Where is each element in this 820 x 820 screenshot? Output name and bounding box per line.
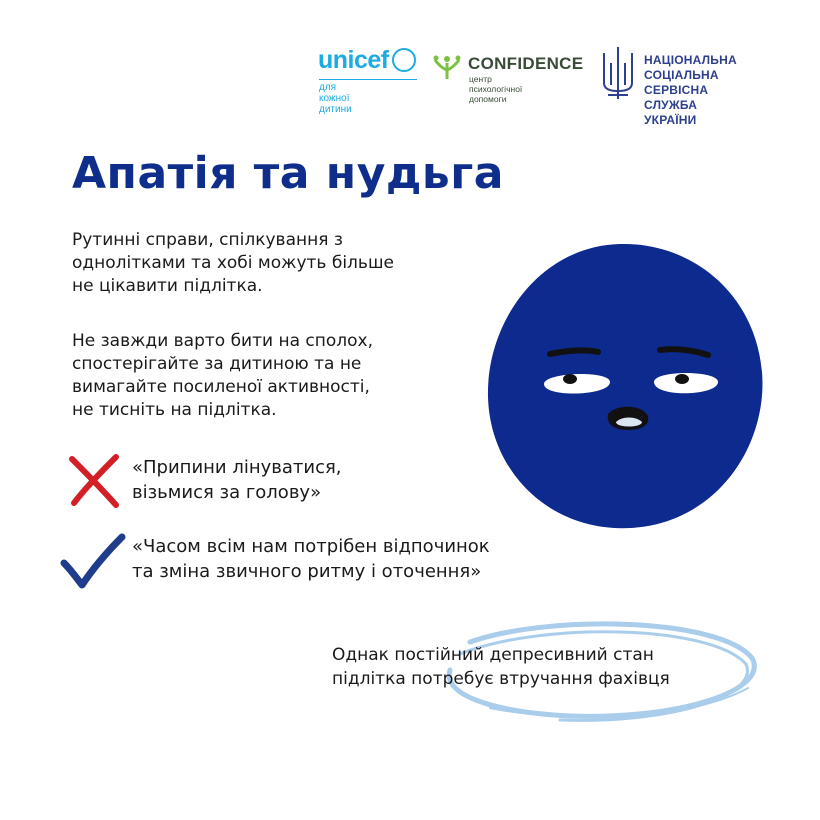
dont-say-quote — [132, 455, 342, 505]
nsss-trident-icon — [600, 45, 636, 101]
note-line: підлітка потребує втручання фахівця — [332, 669, 670, 689]
paragraph-line: однолітками та хобі можуть більше — [72, 253, 394, 273]
intro-paragraph — [72, 229, 472, 298]
paragraph-line: вимагайте посиленої активності, — [72, 377, 370, 397]
unicef-logo-text: unicef — [318, 46, 389, 74]
left-eyebrow — [550, 350, 598, 354]
paragraph-line: Не завжди варто бити на сполох, — [72, 331, 373, 351]
specialist-note — [332, 643, 670, 691]
confidence-logo-text: CONFIDENCE — [468, 54, 584, 73]
unicef-divider — [319, 79, 417, 80]
quote-line: та зміна звичного ритму і оточення» — [132, 561, 482, 582]
do-say-quote — [132, 534, 490, 584]
nsss-line: СЛУЖБА УКРАЇНИ — [644, 98, 698, 127]
nsss-line: НАЦІОНАЛЬНА — [644, 53, 737, 67]
quote-line: «Часом всім нам потрібен відпочинок — [132, 536, 490, 557]
note-line: Однак постійний депресивний стан — [332, 645, 654, 665]
nsss-line: СОЦІАЛЬНА СЕРВІСНА — [644, 68, 719, 97]
paragraph-line: не тисніть на підлітка. — [72, 400, 277, 420]
advice-paragraph — [72, 330, 472, 422]
paragraph-line: не цікавити підлітка. — [72, 276, 263, 296]
nsss-logo-text — [644, 53, 737, 128]
red-cross-icon — [66, 453, 122, 509]
face-blob — [488, 244, 763, 528]
confidence-logo-icon — [432, 54, 462, 80]
unicef-tagline: для кожної дитини — [319, 82, 352, 115]
unicef-globe-icon — [392, 48, 416, 72]
paragraph-line: Рутинні справи, спілкування з — [72, 230, 343, 250]
blue-check-icon — [60, 533, 126, 589]
quote-line: візьмися за голову» — [132, 482, 322, 503]
bored-face-illustration — [470, 232, 770, 532]
confidence-tagline: центр психологічної допомоги — [469, 74, 523, 104]
page-title: Апатія та нудьга — [72, 148, 504, 199]
paragraph-line: спостерігайте за дитиною та не — [72, 354, 362, 374]
quote-line: «Припини лінуватися, — [132, 457, 342, 478]
